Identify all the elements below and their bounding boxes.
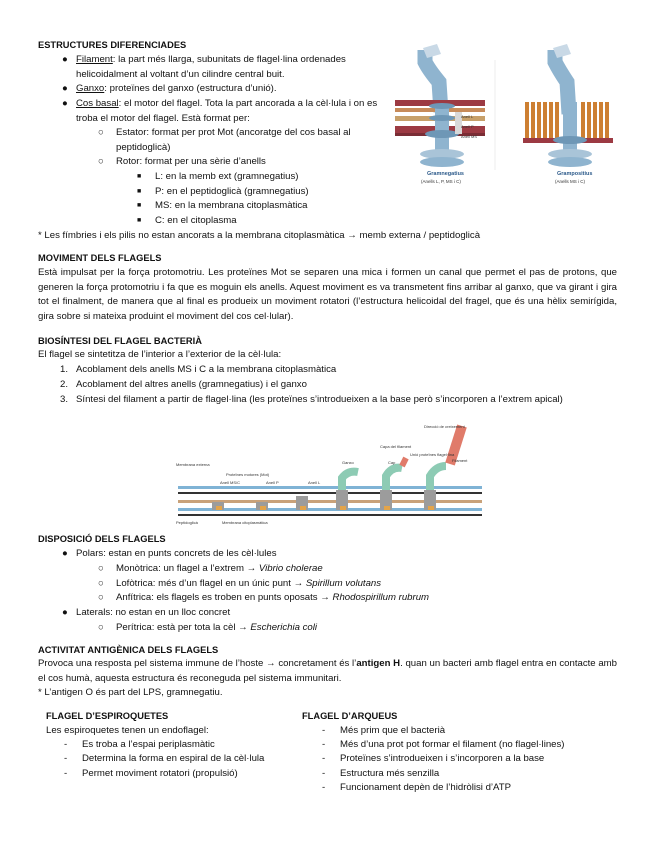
espiroquetes-intro: Les espiroquetes tenen un endoflagel: — [46, 725, 209, 736]
text-monotrica: Monòtrica: un flagel a l’extrem → — [116, 563, 259, 574]
label-anell-p: Anell P — [266, 480, 279, 485]
dash-bullet: - — [322, 739, 326, 750]
bullet-icon: ● — [62, 607, 68, 618]
ring-p — [137, 185, 309, 200]
arqueus-item — [322, 781, 512, 796]
text-antigen-h: antigen H — [356, 658, 401, 669]
dash-bullet: - — [322, 768, 326, 779]
step-1 — [60, 363, 617, 378]
step-number: 2. — [60, 379, 69, 390]
term-cos-basal: Cos basal — [76, 98, 119, 109]
ring-c-text: C: en el citoplasma — [155, 215, 237, 226]
note-fimbries: * Les fímbries i els pilis no estan ancorats a la membrana citoplasmàtica → memb externa / peptidoglicà — [38, 230, 481, 241]
text-antigenica-b: . quan un bacteri amb flagel entra en contacte amb el cos humà, aquesta estructura és reconeguda pel sistema immunitari. — [38, 658, 618, 684]
list-item-monotrica — [98, 562, 323, 577]
label-capa-filament: Capa del filament — [380, 444, 412, 449]
section-title-antigenica: ACTIVITAT ANTIGÈNICA DELS FLAGELS — [38, 645, 219, 655]
bullet-icon: ● — [62, 83, 68, 94]
arqueus-item-text: Funcionament depèn de l’hidròlisi d’ATP — [340, 782, 512, 793]
gramnegative-diagram — [395, 44, 485, 167]
label-filament: Filament — [452, 458, 468, 463]
dash-bullet: - — [64, 739, 68, 750]
svg-text:Anell L: Anell L — [461, 114, 474, 119]
ring-ms — [137, 199, 308, 214]
list-item-lofotrica — [98, 577, 382, 592]
dash-bullet: - — [322, 782, 326, 793]
dash-bullet: - — [64, 768, 68, 779]
dash-bullet: - — [322, 753, 326, 764]
figure-sub-gramnegatius: (Anells L, P, MS i C) — [421, 179, 461, 184]
ring-ms-text: MS: en la membrana citoplasmàtica — [155, 200, 308, 211]
species-vibrio: Vibrio cholerae — [258, 563, 323, 574]
label-cap: Cap — [388, 460, 396, 465]
list-item-filament — [62, 53, 392, 82]
dash-bullet: - — [322, 725, 326, 736]
bullet-icon: ● — [62, 54, 68, 65]
arqueus-item — [322, 738, 565, 753]
arqueus-item-text: Proteïnes s’introdueixen i s’incorporen a la base — [340, 753, 545, 764]
list-item-ganxo — [62, 82, 392, 97]
step-2 — [60, 378, 617, 393]
label-ganxo: Ganxo — [342, 460, 354, 465]
text-cos-basal: : el motor del flagel. Tota la part ancorada a la cèl·lula i on es troba el motor del flagel. Està format per: — [76, 98, 378, 124]
ring-p-text: P: en el peptidoglicà (gramnegatius) — [155, 186, 309, 197]
espiroquetes-item — [64, 752, 265, 767]
ring-c — [137, 214, 237, 229]
term-ganxo: Ganxo — [76, 83, 105, 94]
label-membrana-citoplasmatica: Membrana citoplasmàtica — [222, 520, 268, 525]
label-anell-msc: Anell MS/C — [220, 480, 241, 485]
label-flagelina: Unió proteïnes flagel·lina — [410, 452, 455, 457]
label-anell-l: Anell L — [308, 480, 321, 485]
paragraph-moviment: Està impulsat per la força protomotriu. Les proteïnes Mot se separen una mica i formen un canal que permet el pas de protons, que generen la força protomotriu i fa que es moguin els anells. Aquest moviment es va transmetent fins arribar al ganxo, que va girant i gira tot el finalment, de manera que al final es produeix un moviment rotatori (l’estructura helicoidal del fragel, que és una hèlix semirígida, gira sobre si mateixa produint el moviment del cos cel·lular). — [38, 267, 617, 322]
arqueus-item-text: Estructura més senzilla — [340, 768, 440, 779]
label-peptidoglica: Peptidoglicà — [176, 520, 198, 525]
figure-label-gramnegatius: Gramnegatius — [427, 171, 464, 177]
espiroquetes-item-text: Es troba a l’espai periplasmàtic — [82, 739, 215, 750]
label-membrana-externa: Membrana externa — [176, 462, 210, 467]
arqueus-item — [322, 724, 446, 739]
term-filament: Filament — [76, 54, 113, 65]
square-bullet-icon: ■ — [137, 202, 142, 209]
text-anfitrica: Anfítrica: els flagels es troben en punts oposats → — [116, 592, 333, 603]
svg-text:Anell P: Anell P — [461, 124, 474, 129]
arqueus-item — [322, 752, 545, 767]
arqueus-item — [322, 767, 440, 782]
list-item-cos-basal — [62, 97, 392, 126]
species-escherichia: Escherichia coli — [250, 622, 318, 633]
section-title-espiroquetes: FLAGEL D’ESPIROQUETES — [46, 711, 169, 721]
list-item-laterals — [62, 606, 231, 621]
species-rhodospirillum: Rhodospirillum rubrum — [332, 592, 430, 603]
step-3-text: Síntesi del filament a partir de flagel·lina (les proteïnes s’introdueixen a la base però s’incorporen a l’extrem apical) — [76, 394, 563, 405]
section-title-arqueus: FLAGEL D’ARQUEUS — [302, 711, 398, 721]
step-2-text: Acoblament del altres anells (gramnegatius) i el ganxo — [76, 379, 307, 390]
list-item-estator — [98, 126, 392, 155]
square-bullet-icon: ■ — [137, 217, 142, 224]
text-antigenica-a: Provoca una resposta pel sistema immune de l’hoste → concretament és l’ — [38, 658, 357, 669]
circle-bullet-icon: ○ — [98, 156, 104, 167]
text-ganxo: : proteïnes del ganxo (estructura d’unió). — [104, 83, 277, 94]
square-bullet-icon: ■ — [137, 173, 142, 180]
figure-label-grampositius: Grampositius — [557, 171, 593, 177]
list-item-peritrica — [98, 621, 318, 636]
text-laterals: Laterals: no estan en un lloc concret — [76, 607, 231, 618]
section-title-disposicio: DISPOSICIÓ DELS FLAGELS — [38, 534, 166, 544]
arqueus-item-text: Més prim que el bacterià — [340, 725, 446, 736]
text-polars: Polars: estan en punts concrets de les cèl·lules — [76, 548, 277, 559]
list-item-polars — [62, 547, 277, 562]
ring-l — [137, 170, 299, 185]
espiroquetes-item — [64, 738, 215, 753]
arqueus-item-text: Més d’una prot pot formar el filament (no flagel·lines) — [340, 739, 565, 750]
list-item-rotor — [98, 155, 392, 170]
label-direccio: Direcció de creixement — [424, 424, 465, 429]
section-title-moviment: MOVIMENT DELS FLAGELS — [38, 253, 162, 263]
step-number: 3. — [60, 394, 69, 405]
species-spirillum: Spirillum volutans — [305, 578, 382, 589]
bullet-icon: ● — [62, 548, 68, 559]
circle-bullet-icon: ○ — [98, 563, 104, 574]
biosintesi-intro: El flagel se sintetitza de l’interior a l’exterior de la cèl·lula: — [38, 349, 282, 360]
label-proteines-motores: Proteïnes motores (Mot) — [226, 472, 270, 477]
step-number: 1. — [60, 364, 69, 375]
square-bullet-icon: ■ — [137, 188, 142, 195]
circle-bullet-icon: ○ — [98, 622, 104, 633]
espiroquetes-item-text: Determina la forma en espiral de la cèl·lula — [82, 753, 265, 764]
text-rotor: Rotor: format per una sèrie d’anells — [116, 156, 266, 167]
ring-l-text: L: en la memb ext (gramnegatius) — [155, 171, 299, 182]
espiroquetes-item-text: Permet moviment rotatori (propulsió) — [82, 768, 238, 779]
text-estator: Estator: format per prot Mot (ancoratge del cos basal al peptidoglicà) — [116, 127, 351, 153]
text-lofotrica: Lofòtrica: més d’un flagel en un únic punt → — [116, 578, 306, 589]
step-1-text: Acoblament dels anells MS i C a la membrana citoplasmàtica — [76, 364, 337, 375]
text-filament: : la part més llarga, subunitats de flagel·lina ordenades helicoidalment al voltant d’un cilindre central buit. — [76, 54, 346, 80]
dash-bullet: - — [64, 753, 68, 764]
espiroquetes-item — [64, 767, 238, 782]
circle-bullet-icon: ○ — [98, 592, 104, 603]
list-item-anfitrica — [98, 591, 430, 606]
section-title-biosintesi: BIOSÍNTESI DEL FLAGEL BACTERIÀ — [38, 336, 202, 346]
bullet-icon: ● — [62, 98, 68, 109]
paragraph-antigenica — [38, 657, 617, 686]
flagellum-assembly-figure — [172, 420, 488, 528]
grampositive-diagram — [523, 44, 613, 167]
svg-text:Anell MS: Anell MS — [461, 134, 478, 139]
step-3 — [60, 393, 617, 408]
circle-bullet-icon: ○ — [98, 578, 104, 589]
section-title-estructures: ESTRUCTURES DIFERENCIADES — [38, 40, 187, 50]
flagellum-basal-body-figure — [395, 42, 617, 194]
note-antigen-o: * L’antigen O és part del LPS, gramnegatiu. — [38, 687, 223, 698]
figure-sub-grampositius: (Anells MS i C) — [555, 179, 586, 184]
circle-bullet-icon: ○ — [98, 127, 104, 138]
text-peritrica: Perítrica: està per tota la cèl → — [116, 622, 251, 633]
